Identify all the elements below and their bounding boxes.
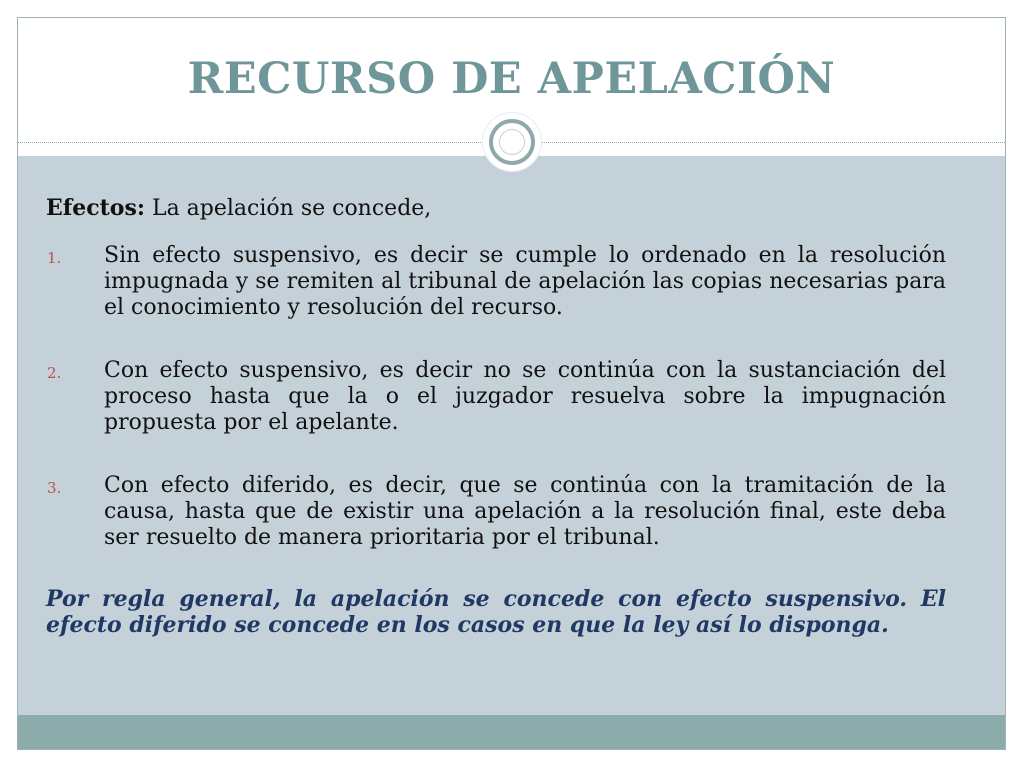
- list-item-text: Con efecto diferido, es decir, que se continúa con la tramitación de la causa, hasta que de existir una apelación a la resolución final, este deba ser resuelto de manera prioritaria por el tribunal.: [104, 473, 946, 550]
- intro-text: La apelación se concede,: [144, 196, 432, 221]
- intro-paragraph: [46, 195, 946, 222]
- effects-list: [46, 243, 946, 551]
- list-item-text: Con efecto suspensivo, es decir no se continúa con la sustanciación del proceso hasta que la o el juzgador resuelva sobre la impugnación propuesta por el apelante.: [104, 358, 946, 435]
- slide-title: RECURSO DE APELACIÓN: [187, 54, 836, 104]
- list-item-number: 1.: [47, 249, 62, 267]
- ornament-inner-circle: [499, 129, 525, 155]
- list-item-number: 3.: [47, 479, 62, 497]
- list-item: [46, 473, 946, 551]
- list-item: [46, 243, 946, 321]
- general-rule-note: Por regla general, la apelación se concede con efecto suspensivo. El efecto diferido se concede en los casos en que la ley así lo disponga.: [46, 586, 946, 638]
- ornament-ring: [489, 119, 535, 165]
- intro-label: Efectos:: [46, 195, 145, 221]
- list-item: [46, 358, 946, 436]
- slide-body: [46, 195, 946, 660]
- list-item-text: Sin efecto suspensivo, es decir se cumple lo ordenado en la resolución impugnada y se remiten al tribunal de apelación las copias necesarias para el conocimiento y resolución del recurso.: [104, 243, 946, 320]
- list-item-number: 2.: [47, 364, 62, 382]
- footer-bar: [18, 715, 1005, 750]
- circle-ornament-icon: [483, 113, 541, 171]
